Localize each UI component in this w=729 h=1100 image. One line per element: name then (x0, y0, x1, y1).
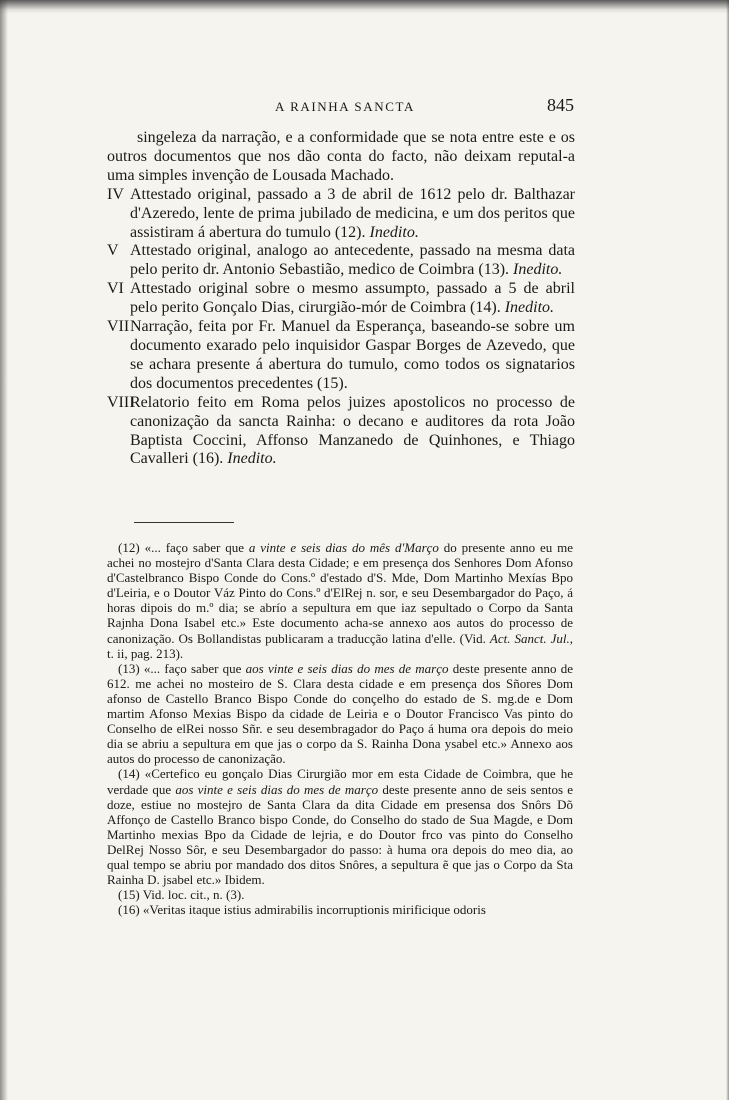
footnote-16 (107, 902, 573, 917)
entry-body: Attestado original sobre o mesmo assumpto, passado a 5 de abril pelo perito Gonçalo Dias, cirurgião-mór de Coimbra (14). (130, 280, 575, 317)
footnote-mark: (13) (118, 660, 140, 676)
entry-text (130, 186, 575, 243)
main-text (107, 129, 575, 469)
footnote-italic: a vinte e seis dias do mês d'Março (248, 540, 439, 555)
footnote-text: «Veritas itaque istius admirabilis incorruptionis mirificique odoris (142, 902, 486, 918)
footnotes (107, 540, 573, 917)
document-entry-iv (107, 186, 575, 243)
page-top-shadow (0, 0, 729, 14)
page-left-shadow (0, 0, 8, 1100)
entry-tag: Inedito. (513, 261, 563, 279)
footnote-12 (107, 540, 573, 661)
footnote-text: «... faço saber que (144, 540, 245, 555)
footnote-mark: (14) (118, 766, 140, 782)
footnote-mark: (15) (118, 887, 140, 903)
footnote-mark: (16) (118, 902, 140, 918)
entry-body: Attestado original, analogo ao antecedente, passado na mesma data pelo perito dr. Antonio Sebastião, medico de Coimbra (13). (130, 242, 575, 279)
entry-text (130, 318, 575, 394)
footnote-text: Vid. loc. cit., n. (3). (142, 887, 245, 903)
document-entry-v (107, 242, 575, 280)
entry-number: VII (107, 318, 130, 336)
footnote-text: «Certefico eu gonçalo Dias Cirurgião mor em esta Cidade de Coimbra, que he verdade que (107, 766, 573, 797)
footnote-text: deste presente anno de seis sentos e doze, estiue no mostejro de Santa Clara da dita Cidade em presensa dos Snôrs Dõ Affonço de Castello Branco bispo Conde, do Conselho do stado de Sua Magde, e Dom Martinho mexias Bpo da Cidade de lejria, e do Doutor frco vas pinto do Conselho DelRej Nosso Sôr, e seu Desembargador do passo: à huma ora depois do meo dia, ao qual tempo se abriu por mandado dos ditos Snôres, a sepultura ẽ que jas o Corpo da Sta Rainha D. jsabel etc.» Ibidem. (107, 781, 574, 888)
entry-tag: Inedito. (227, 450, 277, 468)
page-number: 845 (547, 95, 574, 115)
entry-number: VI (107, 280, 124, 298)
footnote-15 (107, 887, 573, 902)
running-title: A RAINHA SANCTA (275, 99, 415, 114)
intro-paragraph (107, 129, 575, 186)
footnote-mark: (12) (118, 540, 140, 555)
footnote-text: «... faço saber que (143, 660, 242, 676)
entry-text (130, 280, 575, 318)
document-entry-viii (107, 394, 575, 470)
intro-text: singeleza da narração, e a conformidade que se nota entre este e os outros documentos que nos dão conta do facto, não deixam reputal-a uma simples invenção de Lousada Machado. (107, 129, 575, 184)
page-header (136, 95, 574, 119)
entry-number: V (107, 242, 119, 260)
footnote-italic: aos vinte e seis dias do mes de março (245, 660, 449, 676)
footnote-14 (107, 766, 573, 887)
entry-number: VIII (107, 393, 135, 411)
footnote-divider (134, 522, 234, 523)
entry-text (130, 242, 575, 280)
entry-text (130, 394, 575, 470)
entry-body: Narração, feita por Fr. Manuel da Esperança, baseando-se sobre um documento exarado pelo inquisidor Gaspar Borges de Azevedo, que se achara presente á abertura do tumulo, como todos os signatarios dos documentos precedentes (15). (130, 318, 575, 392)
entry-body: Attestado original, passado a 3 de abril de 1612 pelo dr. Balthazar d'Azeredo, lente de prima jubilado de medicina, e um dos peritos que assistiram á abertura do tumulo (12). (130, 185, 575, 241)
footnote-italic: Act. Sanct. Jul., (489, 630, 573, 646)
entry-tag: Inedito. (369, 223, 419, 241)
footnote-13 (107, 661, 573, 767)
footnote-text: deste presente anno de 612. me achei no mosteiro de S. Clara desta cidade e em presença dos Sñores Dom afonso de Castello Branco Bispo Conde do conçelho do estado de S. mg.de e Dom martim Afonso Mexias Bispo da cidade de Leiria e o Doutor Francisco Vas pinto do Conselho de elRei nosso Sñr. e seu desembragador do Paço á huma ora depois do meio dia se abriu a sepultura em que jas o corpo da S. Rainha Dona ysabel etc.» Annexo aos autos do processo de canonização. (107, 660, 574, 767)
entry-body: Relatorio feito em Roma pelos juizes apostolicos no processo de canonização da sancta Rainha: o decano e auditores da rota João Baptista Coccini, Affonso Manzanedo de Quinhones, e Thiago Cavalleri (16). (130, 393, 575, 468)
footnote-text: t. ii, pag. 213). (107, 645, 184, 661)
footnote-text: do presente anno eu me achei no mostejro d'Santa Clara desta Cidade; e em presença dos Senhores Dom Afonso d'Castelbranco Bispo Conde do Cons.º d'estado d'S. Mde, Dom Martinho Mexías Bpo d'Leiria, e o Doutor Váz Pinto do Cons.º d'ElRej n. sor, e seu Desembargador do Paço, á horas dipois do m.º dia; se abrío a sepultura em que iaz sepultado o Corpo da Santa Rajnha Dona Isabel etc.» Este documento acha-se annexo aos autos do processo de canonização. Os Bollandistas publicaram a traducção latina d'elle. (Vid. (107, 540, 574, 646)
footnote-italic: aos vinte e seis dias do mes de março (175, 781, 379, 797)
entry-number: IV (107, 185, 124, 203)
document-entry-vii (107, 318, 575, 394)
entry-tag: Inedito. (504, 299, 555, 317)
document-entry-vi (107, 280, 575, 318)
